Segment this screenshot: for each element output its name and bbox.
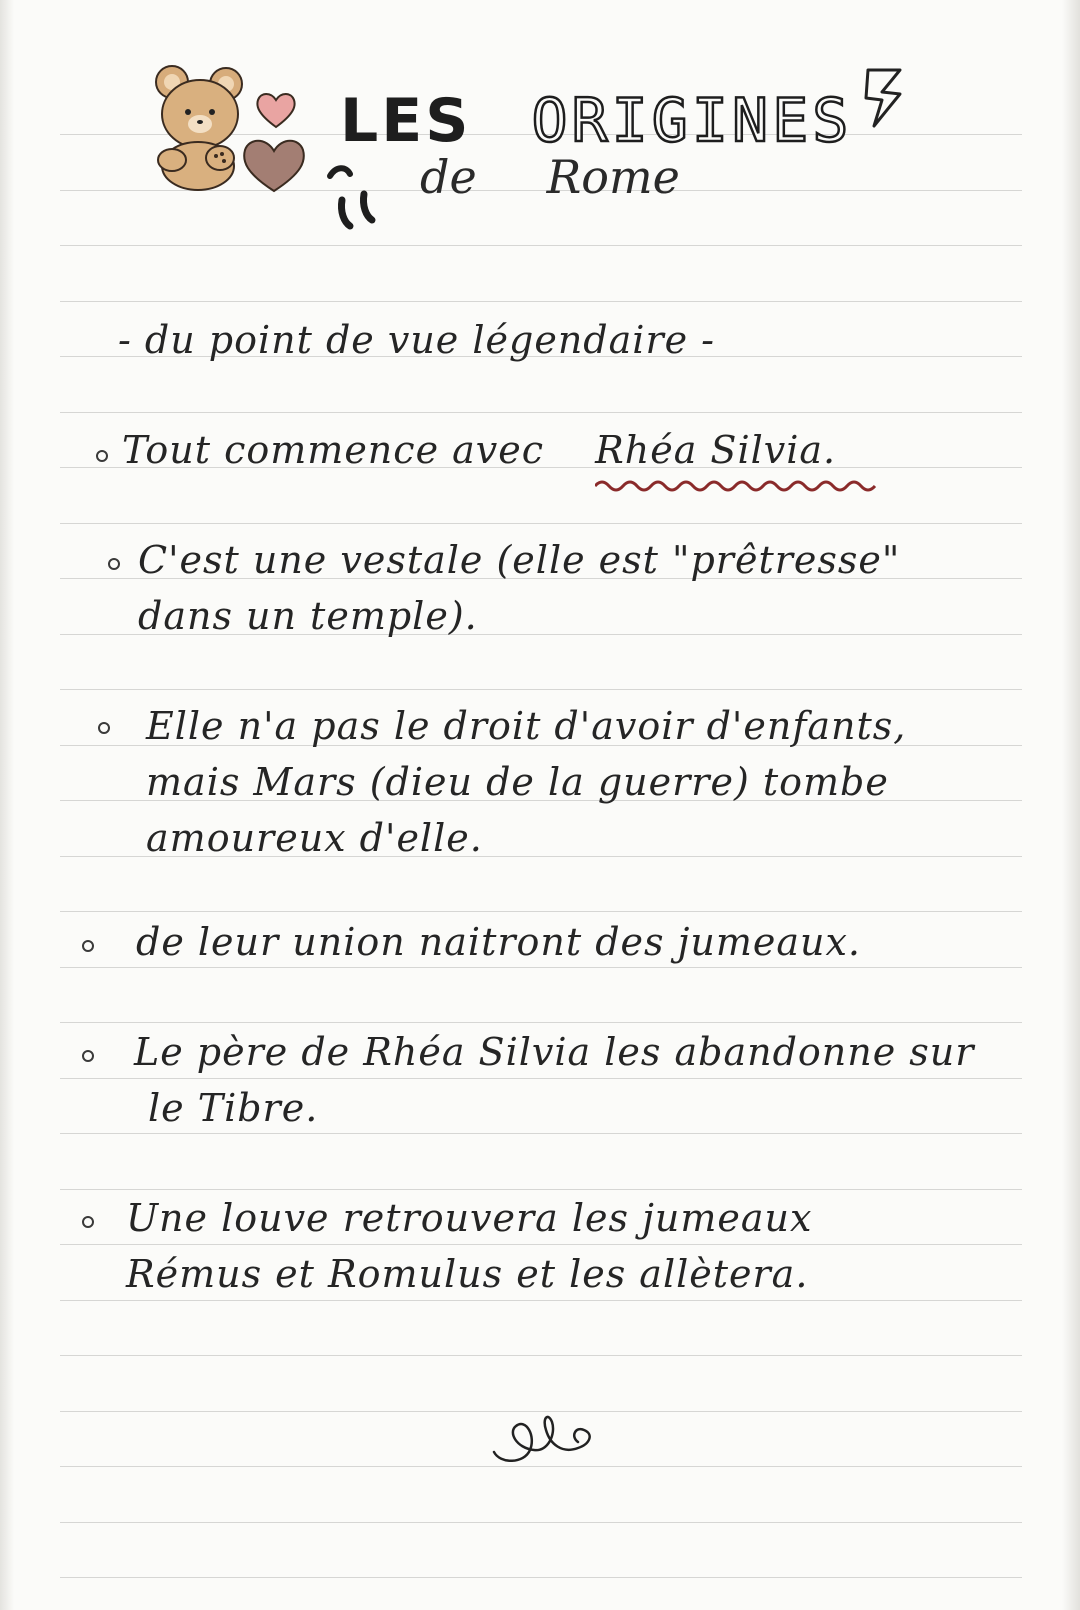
page-title	[340, 86, 852, 156]
bullet-5-line-2: le Tibre.	[148, 1086, 319, 1130]
bullet-dot	[96, 450, 108, 462]
big-heart-icon	[240, 135, 308, 195]
ink-drops-icon	[322, 160, 382, 232]
bullet-6-line-2: Rémus et Romulus et les allètera.	[126, 1252, 809, 1296]
bullet-1-text	[122, 428, 836, 472]
wavy-underline-icon	[595, 476, 885, 494]
bullet-2-line-2: dans un temple).	[138, 594, 478, 638]
title-word-rome: Rome	[546, 150, 680, 204]
bullet-3-line-1: Elle n'a pas le droit d'avoir d'enfants,	[146, 704, 907, 748]
teddy-bear-icon	[150, 62, 248, 192]
rhea-silvia-emphasis	[595, 428, 836, 472]
ruled-line	[60, 523, 1022, 524]
title-word-de: de	[420, 150, 477, 204]
flourish-ornament-icon	[486, 1404, 602, 1468]
bullet-dot	[82, 1050, 94, 1062]
page-edge-shadow	[0, 0, 14, 1610]
bullet-6-line-1: Une louve retrouvera les jumeaux	[126, 1196, 813, 1240]
lightning-doodle-icon	[860, 64, 910, 130]
ruled-line	[60, 1022, 1022, 1023]
ruled-line	[60, 412, 1022, 413]
bullet-4-line-1: de leur union naitront des jumeaux.	[136, 920, 862, 964]
bullet-dot	[108, 558, 120, 570]
page-edge-shadow	[1062, 0, 1080, 1610]
ruled-line	[60, 1133, 1022, 1134]
ruled-line	[60, 245, 1022, 246]
page-subtitle-script	[420, 150, 680, 204]
bullet-3-line-2: mais Mars (dieu de la guerre) tombe	[146, 760, 889, 804]
small-heart-icon	[254, 90, 298, 130]
bullet-dot	[82, 1216, 94, 1228]
ruled-line	[60, 967, 1022, 968]
bullet-3-line-3: amoureux d'elle.	[146, 816, 483, 860]
ruled-line	[60, 911, 1022, 912]
bullet-2-line-1: C'est une vestale (elle est "prêtresse"	[138, 538, 901, 582]
ruled-line	[60, 301, 1022, 302]
ruled-line	[60, 1577, 1022, 1578]
ruled-line	[60, 1300, 1022, 1301]
bullet-dot	[98, 722, 110, 734]
bullet-1-line-1: Tout commence avec	[122, 428, 545, 472]
title-word-origines: ORIGINES	[531, 86, 853, 156]
ruled-line	[60, 689, 1022, 690]
rhea-silvia-name: Rhéa Silvia.	[595, 428, 837, 472]
ruled-line	[60, 1244, 1022, 1245]
ruled-line	[60, 1189, 1022, 1190]
ruled-line	[60, 1078, 1022, 1079]
title-word-les: LES	[340, 86, 472, 156]
bullet-5-line-1: Le père de Rhéa Silvia les abandonne sur	[134, 1030, 975, 1074]
bullet-dot	[82, 940, 94, 952]
ruled-line	[60, 1355, 1022, 1356]
section-subtitle: - du point de vue légendaire -	[118, 318, 716, 362]
ruled-line	[60, 1522, 1022, 1523]
